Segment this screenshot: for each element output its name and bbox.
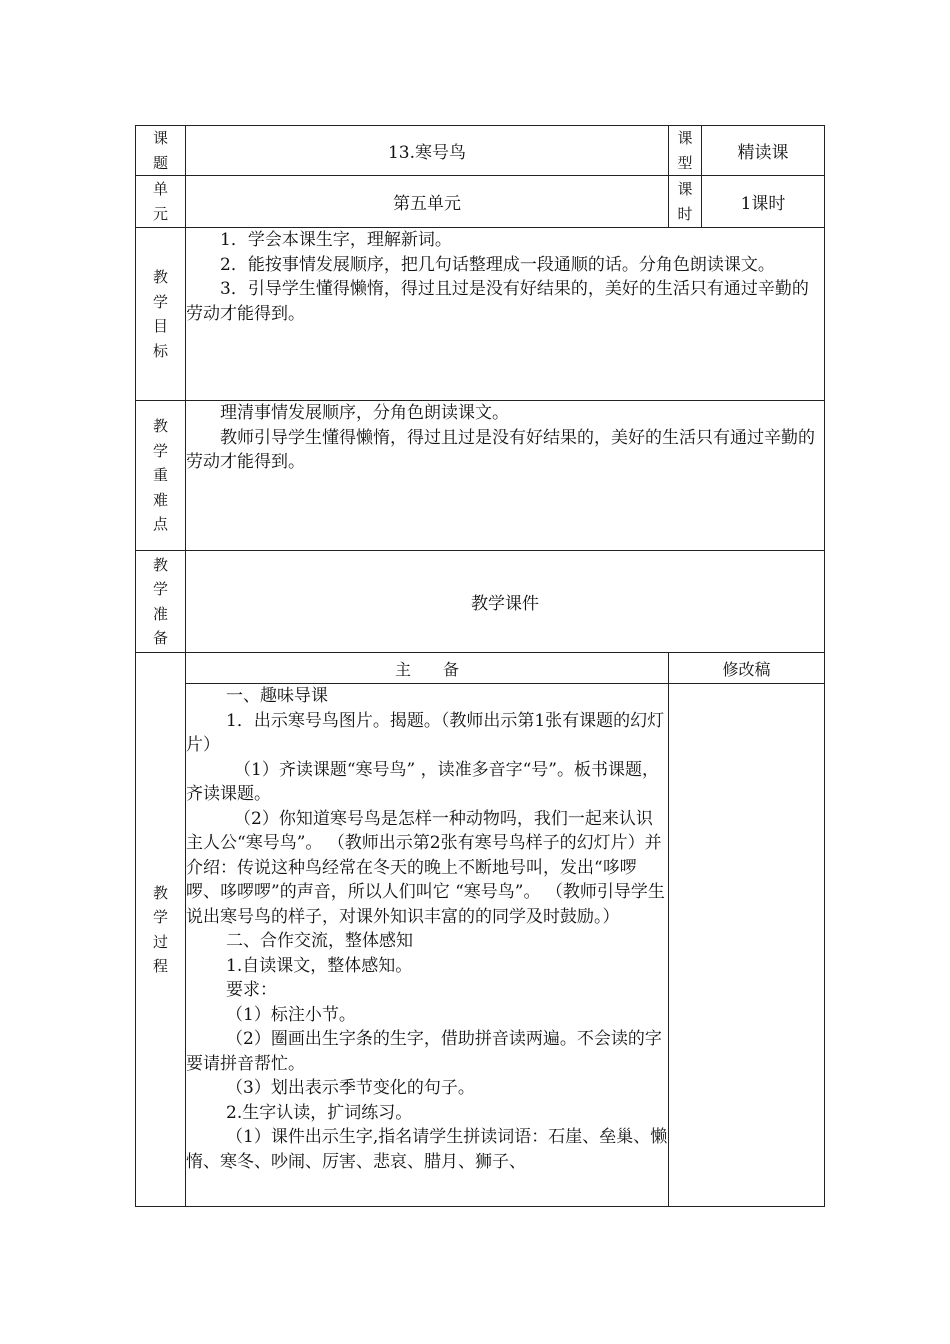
preparation-row — [136, 551, 825, 653]
revision-content — [669, 684, 825, 1207]
type-label: 课 型 — [669, 126, 702, 176]
goal-line: 2．能按事情发展顺序，把几句话整理成一段通顺的话。分角色朗读课文。 — [220, 254, 775, 275]
process-line: 1．出示寒号鸟图片。揭题。（教师出示第1张有课题的幻灯片） — [186, 710, 665, 755]
key-points-content — [186, 401, 825, 551]
type-value: 精读课 — [702, 126, 825, 176]
topic-row — [136, 126, 825, 176]
process-line: （3）划出表示季节变化的句子。 — [226, 1078, 475, 1098]
process-line: （2）圈画出生字条的生字，借助拼音读两遍。不会读的字要请拼音帮忙。 — [186, 1029, 662, 1074]
unit-label: 单 元 — [136, 176, 186, 228]
goals-row — [136, 228, 825, 401]
process-line: （1）齐读课题“寒号鸟” ，读准多音字“号”。板书课题，齐读课题。 — [186, 759, 659, 804]
goal-line: 3．引导学生懂得懒惰，得过且过是没有好结果的，美好的生活只有通过辛勤的劳动才能得到。 — [186, 279, 809, 324]
key-point-line: 教师引导学生懂得懒惰，得过且过是没有好结果的，美好的生活只有通过辛勤的劳动才能得到。 — [186, 427, 815, 472]
process-line: 1.自读课文，整体感知。 — [226, 955, 413, 976]
process-line: （1）标注小节。 — [226, 1004, 356, 1025]
key-points-label: 教 学 重 难 点 — [136, 401, 186, 551]
process-line: （2）你知道寒号鸟是怎样一种动物吗，我们一起来认识主人公“寒号鸟”。 （教师出示第2张有寒号鸟样子的幻灯片）并介绍：传说这种鸟经常在冬天的晚上不断地号叫，发出“哆啰啰、哆啰啰”的声音，所以人们叫它 “寒号鸟”。 （教师引导学生说出寒号鸟的样子，对课外知识丰富的的同学及时鼓励。） — [186, 808, 665, 927]
topic-label: 课 题 — [136, 126, 186, 176]
process-line: 一、趣味导课 — [226, 686, 328, 706]
process-line: 要求： — [226, 980, 277, 1000]
goals-label: 教 学 目 标 — [136, 228, 186, 401]
process-line: （1）课件出示生字,指名请学生拼读词语：石崖、垒巢、懒惰、寒冬、吵闹、厉害、悲哀、腊月、狮子、 — [186, 1127, 668, 1172]
key-point-line: 理清事情发展顺序，分角色朗读课文。 — [220, 403, 509, 423]
preparation-label: 教 学 准 备 — [136, 551, 186, 653]
goals-content — [186, 228, 825, 401]
process-header-row — [136, 653, 825, 684]
topic-value: 13.寒号鸟 — [186, 126, 669, 176]
process-content-row — [136, 684, 825, 1207]
process-line: 2.生字认读，扩词练习。 — [226, 1102, 413, 1123]
unit-value: 第五单元 — [186, 176, 669, 228]
hours-label: 课 时 — [669, 176, 702, 228]
lesson-plan-table — [135, 125, 825, 1207]
hours-value: 1课时 — [702, 176, 825, 228]
preparation-value: 教学课件 — [186, 551, 825, 653]
unit-row — [136, 176, 825, 228]
process-label: 教 学 过 程 — [136, 653, 186, 1207]
main-prep-header: 主 备 — [186, 653, 669, 684]
revision-header: 修改稿 — [669, 653, 825, 684]
process-content — [186, 684, 669, 1207]
process-line: 二、合作交流，整体感知 — [226, 931, 413, 951]
goal-line: 1．学会本课生字，理解新词。 — [220, 230, 452, 250]
key-points-row — [136, 401, 825, 551]
